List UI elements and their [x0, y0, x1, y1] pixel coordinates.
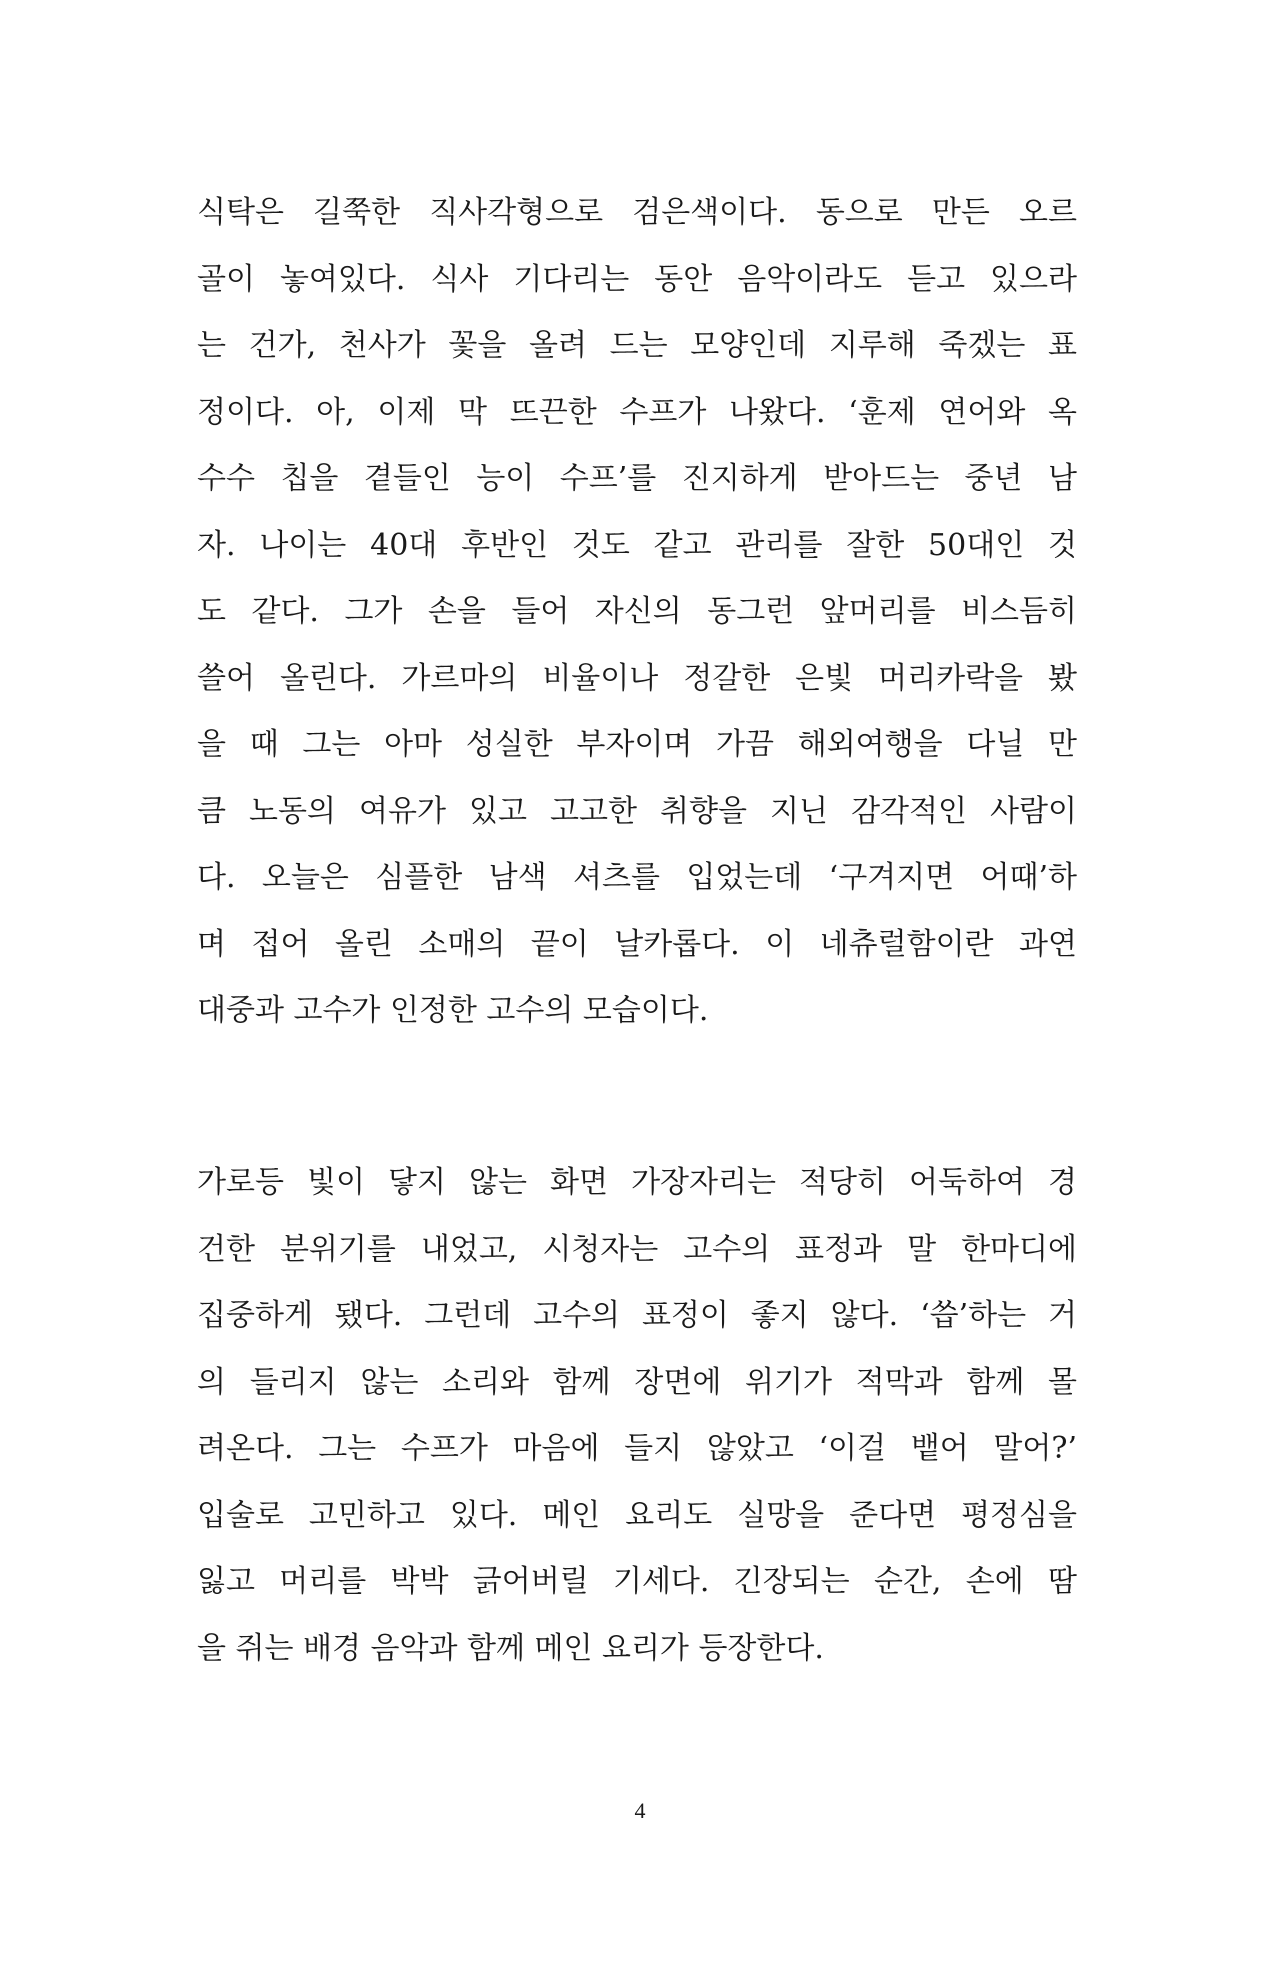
page-number: 4 — [634, 1798, 646, 1823]
text-line: 건한 분위기를 내었고, 시청자는 고수의 표정과 말 한마디에 — [197, 1231, 1077, 1267]
text-line: 의 들리지 않는 소리와 함께 장면에 위기가 적막과 함께 몰 — [197, 1364, 1077, 1400]
text-line: 수수 칩을 곁들인 능이 수프’를 진지하게 받아드는 중년 남 — [197, 461, 1077, 496]
paragraph-1 — [197, 180, 1077, 1045]
text-line: 가로등 빛이 닿지 않는 화면 가장자리는 적당히 어둑하여 경 — [197, 1165, 1077, 1200]
text-line: 도 같다. 그가 손을 들어 자신의 동그런 앞머리를 비스듬히 — [197, 594, 1077, 629]
text-line: 려온다. 그는 수프가 마음에 들지 않았고 ‘이걸 뱉어 말어?’ — [197, 1431, 1077, 1466]
text-line: 을 쥐는 배경 음악과 함께 메인 요리가 등장한다. — [197, 1630, 824, 1666]
text-line: 집중하게 됐다. 그런데 고수의 표정이 좋지 않다. ‘씁’하는 거 — [197, 1298, 1077, 1333]
text-line: 며 접어 올린 소매의 끝이 날카롭다. 이 네츄럴함이란 과연 — [197, 926, 1077, 962]
text-line: 자. 나이는 40대 후반인 것도 같고 관리를 잘한 50대인 것 — [197, 527, 1077, 563]
text-line: 대중과 고수가 인정한 고수의 모습이다. — [197, 993, 709, 1028]
text-line: 정이다. 아, 이제 막 뜨끈한 수프가 나왔다. ‘훈제 연어와 옥 — [197, 394, 1077, 430]
text-line: 쓸어 올린다. 가르마의 비율이나 정갈한 은빛 머리카락을 봤 — [197, 660, 1077, 696]
text-line: 식탁은 길쭉한 직사각형으로 검은색이다. 동으로 만든 오르 — [197, 195, 1077, 230]
text-line: 큼 노동의 여유가 있고 고고한 취향을 지닌 감각적인 사람이 — [197, 793, 1077, 829]
text-line: 는 건가, 천사가 꽃을 올려 드는 모양인데 지루해 죽겠는 표 — [197, 328, 1077, 363]
text-line: 골이 놓여있다. 식사 기다리는 동안 음악이라도 듣고 있으라 — [197, 261, 1077, 297]
paragraph-2 — [197, 1150, 1077, 1682]
text-line: 잃고 머리를 박박 긁어버릴 기세다. 긴장되는 순간, 손에 땀 — [197, 1564, 1077, 1599]
text-line: 을 때 그는 아마 성실한 부자이며 가끔 해외여행을 다닐 만 — [197, 727, 1077, 762]
text-line: 다. 오늘은 심플한 남색 셔츠를 입었는데 ‘구겨지면 어때’하 — [197, 860, 1077, 895]
text-line: 입술로 고민하고 있다. 메인 요리도 실망을 준다면 평정심을 — [197, 1497, 1077, 1533]
